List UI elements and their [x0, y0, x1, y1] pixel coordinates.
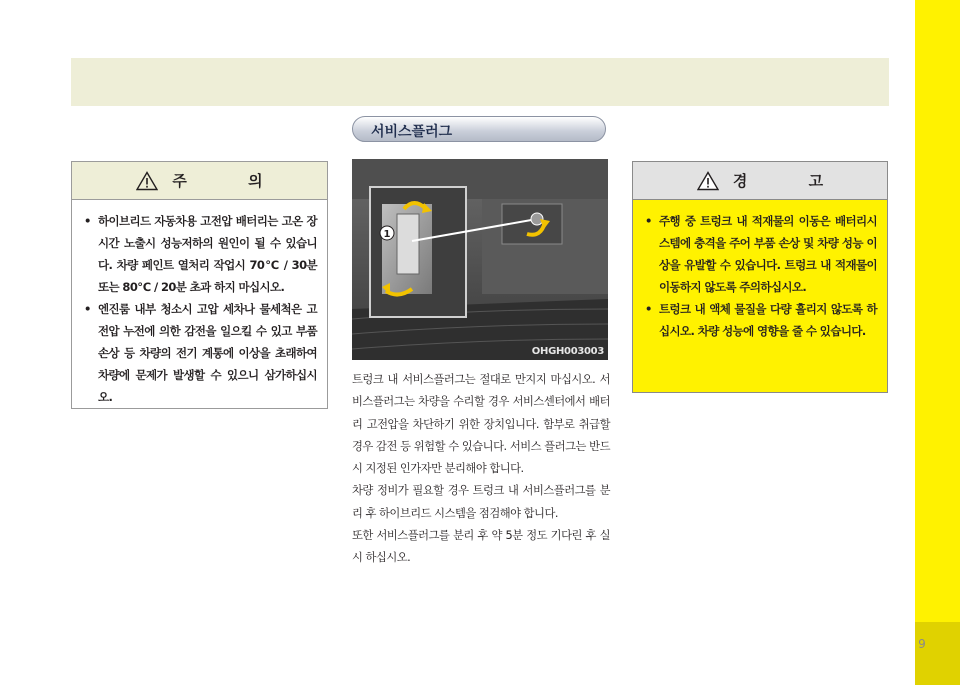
warning-list — [633, 200, 887, 342]
header-band — [71, 58, 889, 106]
list-item: • 트렁크 내 액체 물질을 다량 흘리지 않도록 하십시오. 차량 성능에 영향을 줄 수 있습니다. — [645, 298, 877, 342]
body-text — [352, 369, 610, 570]
photo-code: OHGH003003 — [531, 346, 604, 357]
caution-title: 주 의 — [172, 172, 291, 190]
list-item: • 주행 중 트렁크 내 적재물의 이동은 배터리시스템에 충격을 주어 부품 손상 및 차량 성능 이상을 유발할 수 있습니다. 트렁크 내 적재물이 이동하지 않도록 주의하십시오. — [645, 210, 877, 298]
section-heading — [352, 116, 606, 142]
list-item: • 하이브리드 자동차용 고전압 배터리는 고온 장시간 노출시 성능저하의 원인이 될 수 있습니다. 차량 페인트 열처리 작업시 70℃ / 30분 또는 80℃ / 20분 초과 하지 마십시오. — [84, 210, 317, 298]
warning-title: 경 고 — [732, 172, 852, 190]
body-paragraph: 트렁크 내 서비스플러그는 절대로 만지지 마십시오. 서비스플러그는 차량을 수리할 경우 서비스센터에서 배터리 고전압을 차단하기 위한 장치입니다. 함부로 취급할 경우 감전 등 위험할 수 있습니다. 서비스 플러그는 반드시 지정된 인가자만 분리해야 합니다. — [352, 373, 610, 476]
warning-triangle-icon — [136, 171, 158, 191]
trunk-photo — [352, 159, 608, 360]
side-tab-bottom — [915, 622, 960, 685]
warning-header — [633, 162, 887, 200]
side-tab — [915, 0, 960, 685]
warning-box — [632, 161, 888, 393]
callout-number: 1 — [383, 229, 391, 240]
caution-list — [72, 200, 327, 408]
caution-header — [72, 162, 327, 200]
body-paragraph: 차량 정비가 필요할 경우 트렁크 내 서비스플러그를 분리 후 하이브리드 시스템을 점검해야 합니다. — [352, 484, 610, 520]
trunk-illustration — [352, 159, 608, 360]
caution-box — [71, 161, 328, 409]
warning-triangle-icon — [697, 171, 719, 191]
list-item: • 엔진룸 내부 청소시 고압 세차나 물세척은 고전압 누전에 의한 감전을 일으킬 수 있고 부품 손상 등 차량의 전기 계통에 이상을 초래하여 차량에 문제가 발생할 수 있으니 삼가하십시오. — [84, 298, 317, 408]
section-title: 서비스플러그 — [371, 124, 453, 140]
body-paragraph: 또한 서비스플러그를 분리 후 약 5분 정도 기다린 후 실시 하십시오. — [352, 529, 610, 565]
page-number: 9 — [918, 637, 926, 651]
